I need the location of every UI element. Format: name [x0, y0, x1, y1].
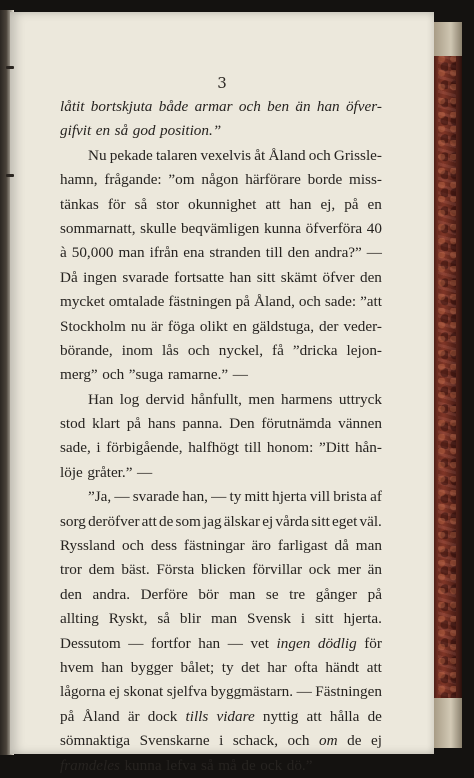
word: borde [307, 171, 343, 189]
word: mer [337, 561, 361, 579]
word: Svenskarne [139, 732, 210, 750]
word: han [316, 98, 340, 115]
word: den [60, 585, 82, 603]
word: byggmästarn. [210, 683, 294, 701]
word: se [265, 585, 279, 603]
word: omtalade [108, 293, 165, 311]
word: bålet; [180, 658, 215, 676]
word: 40 [366, 219, 382, 237]
word: hånfullt, [190, 390, 242, 408]
word: log [119, 390, 140, 408]
word: kunna [263, 219, 302, 237]
word: ”suga [128, 366, 164, 384]
word: förutnämda [261, 415, 332, 433]
word: Svensk [247, 610, 291, 628]
marbled-cover-edge [434, 22, 462, 748]
word: Åland, [253, 293, 295, 311]
word: ”Ditt [318, 439, 350, 457]
text-line [60, 607, 382, 631]
word: nu [130, 317, 147, 335]
word: skämt [280, 268, 318, 286]
word: öfverföra [305, 219, 363, 237]
word: dervid [145, 390, 185, 408]
word: älskar [223, 512, 261, 530]
word: en [367, 195, 382, 213]
word: fästningar [183, 537, 245, 555]
word: få [272, 341, 284, 359]
word: på [60, 707, 75, 725]
word: han, [182, 488, 208, 506]
word: framdeles [60, 756, 120, 774]
word: — [227, 634, 243, 652]
word: Ryssland [60, 537, 116, 555]
word: väl. [359, 512, 382, 530]
word: på [235, 293, 250, 311]
word: sitt [311, 512, 330, 530]
word: Derföre [140, 585, 188, 603]
word: kunna [124, 756, 162, 774]
text-line [60, 680, 382, 704]
word: härförare [245, 171, 301, 189]
word: talaren [155, 146, 198, 164]
text-line [60, 485, 382, 509]
text-line [60, 461, 382, 485]
word: deröfver [88, 512, 140, 530]
word: beqvämligen [180, 219, 260, 237]
text-line [60, 388, 382, 412]
word: gånger [315, 585, 358, 603]
word: tror [60, 561, 82, 579]
word: — [137, 463, 153, 481]
word: är [151, 317, 163, 335]
word: ock [260, 756, 283, 774]
word: då [334, 537, 349, 555]
word: nyckel, [218, 341, 264, 359]
word: okunnighet [187, 195, 257, 213]
word: han [198, 634, 221, 652]
word: — [232, 366, 248, 384]
word: farligast [277, 537, 328, 555]
word: man [355, 537, 382, 555]
word: Grissle- [333, 146, 382, 164]
word: veder- [343, 317, 382, 335]
word: för [364, 634, 382, 652]
word: dess [150, 537, 177, 555]
text-line [60, 705, 382, 729]
text-line [60, 754, 382, 778]
word: sommarnatt, [60, 219, 136, 237]
word: må [218, 756, 237, 774]
word: — [211, 488, 227, 506]
word: än [367, 561, 382, 579]
word: låtit [60, 98, 85, 115]
word: Nu [88, 146, 107, 164]
text-line [60, 510, 382, 534]
text-line [60, 290, 382, 314]
word: vidare [216, 707, 255, 725]
word: schack, [232, 732, 278, 750]
text-line [60, 168, 382, 192]
word: hjerta [272, 488, 307, 506]
word: tre [289, 585, 306, 603]
word: Den [229, 415, 255, 433]
word: miss- [349, 171, 382, 189]
word: och [287, 732, 310, 750]
word: Åland [268, 146, 306, 164]
word: vexelvis [200, 146, 252, 164]
word: dem [88, 561, 115, 579]
word: hån- [354, 439, 382, 457]
text-line [60, 412, 382, 436]
word: 50,000 [71, 244, 114, 262]
word: pekade [109, 146, 153, 164]
word: andra?” [314, 244, 362, 262]
word: merg” [60, 366, 98, 384]
text-line [60, 119, 382, 143]
word: Dessutom [60, 634, 121, 652]
text-line [60, 315, 382, 339]
word: i [300, 610, 306, 628]
word: dödlig [317, 634, 357, 652]
word: gäldstuga, [252, 317, 315, 335]
word: svarade [132, 488, 180, 506]
word: andra. [92, 585, 131, 603]
word: skonat [123, 683, 164, 701]
word: fortfor [151, 634, 191, 652]
word: af [370, 488, 382, 506]
word: men [248, 390, 275, 408]
word: ”om [168, 171, 195, 189]
word: öfver- [345, 98, 382, 115]
word: hamn, [60, 171, 98, 189]
word: och [298, 293, 321, 311]
word: de [367, 707, 382, 725]
word: sade: [324, 293, 357, 311]
word: till [244, 439, 262, 457]
word: ty [229, 488, 242, 506]
cover-corner-bottom [434, 698, 462, 748]
word: bortskjuta [90, 98, 153, 115]
word: de [347, 732, 362, 750]
word: föga [167, 317, 195, 335]
word: allting [60, 610, 99, 628]
word: i [96, 439, 101, 457]
word: lejon- [346, 341, 382, 359]
word: en [95, 122, 111, 140]
word: så [134, 195, 148, 213]
text-line [60, 95, 382, 119]
word: brista [333, 488, 368, 506]
word: stranden [209, 244, 261, 262]
word: för [107, 195, 126, 213]
text-line [60, 339, 382, 363]
text-line [60, 632, 382, 656]
word: ej [370, 732, 382, 750]
word: dock [147, 707, 178, 725]
word: man [210, 610, 238, 628]
word: Ryskt, [108, 610, 148, 628]
word: att [141, 512, 157, 530]
text-line [60, 583, 382, 607]
text-line [60, 436, 382, 460]
word: Fästningen [315, 683, 382, 701]
word: der [319, 317, 339, 335]
word: panna. [182, 415, 223, 433]
word: Stockholm [60, 317, 126, 335]
word: han [229, 268, 252, 286]
word: Då [60, 268, 78, 286]
word: klart [92, 415, 120, 433]
word: position.” [160, 122, 222, 140]
word: sade, [60, 439, 91, 457]
word: vet [250, 634, 269, 652]
word: åt [254, 146, 266, 164]
word: som [175, 512, 201, 530]
word: blir [179, 610, 202, 628]
word: de [241, 756, 256, 774]
word: på [344, 195, 359, 213]
word: — [366, 244, 382, 262]
gutter-mark [6, 174, 14, 177]
word: nyttig [262, 707, 299, 725]
word: att [366, 658, 382, 676]
gutter-mark [6, 66, 14, 69]
word: tänkas [60, 195, 99, 213]
word: äro [251, 537, 271, 555]
word: händt [325, 658, 360, 676]
word: vännen [338, 415, 382, 433]
word: bygger [130, 658, 173, 676]
word: Åland [82, 707, 120, 725]
word: han [289, 195, 312, 213]
word: ben [267, 98, 290, 115]
word: har [267, 658, 287, 676]
word: börande, [60, 341, 113, 359]
word: mycket [60, 293, 105, 311]
word: till [265, 244, 283, 262]
word: han [101, 658, 124, 676]
word: ena [183, 244, 205, 262]
word: ty [221, 658, 234, 676]
word: en [232, 317, 248, 335]
word: ej, [320, 195, 336, 213]
word: och [187, 341, 210, 359]
word: ifrån [149, 244, 179, 262]
text-line [60, 534, 382, 558]
word: bör [198, 585, 219, 603]
word: än [295, 98, 311, 115]
word: den [287, 244, 310, 262]
word: svarade [122, 268, 169, 286]
word: armar [194, 98, 233, 115]
word: blicken [200, 561, 246, 579]
text-line [60, 241, 382, 265]
word: ej [262, 512, 274, 530]
word: hans [147, 415, 176, 433]
word: förbigående, [106, 439, 183, 457]
word: mitt [244, 488, 269, 506]
word: de [159, 512, 174, 530]
word: inom [121, 341, 153, 359]
word: à [60, 244, 67, 262]
word: i [219, 732, 224, 750]
word: lågorna [60, 683, 106, 701]
word: och [308, 146, 331, 164]
word: ofta [294, 658, 318, 676]
word: — [128, 634, 144, 652]
word: förvillar [252, 561, 303, 579]
word: man [229, 585, 256, 603]
word: sitt [315, 610, 334, 628]
page-number: 3 [217, 74, 227, 92]
word: god [132, 122, 156, 140]
text-line [60, 193, 382, 217]
word: hjerta. [343, 610, 382, 628]
text-line [60, 266, 382, 290]
word: Han [88, 390, 114, 408]
word: att [306, 707, 322, 725]
word: hålla [329, 707, 360, 725]
word: löje [60, 463, 83, 481]
word: om [319, 732, 338, 750]
word: stor [156, 195, 179, 213]
word: så [157, 610, 170, 628]
word: den [359, 268, 382, 286]
word: stod [60, 415, 86, 433]
word: att [265, 195, 281, 213]
word: ”dricka [292, 341, 338, 359]
word: ingen [83, 268, 117, 286]
word: och [238, 98, 261, 115]
body-text [60, 95, 382, 778]
word: ock [308, 561, 331, 579]
word: på [367, 585, 382, 603]
word: sorg [60, 512, 86, 530]
word: harmens [281, 390, 333, 408]
word: det [241, 658, 260, 676]
word: lås [161, 341, 179, 359]
word: ”Ja, [88, 488, 112, 506]
word: så [114, 122, 129, 140]
text-line [60, 363, 382, 387]
word: och [102, 366, 125, 384]
word: honom: [266, 439, 314, 457]
text-line [60, 558, 382, 582]
word: man [118, 244, 145, 262]
word: så [201, 756, 214, 774]
word: sitt [256, 268, 276, 286]
word: lefva [166, 756, 197, 774]
word: dö.” [286, 756, 313, 774]
word: uttryck [338, 390, 382, 408]
text-line [60, 217, 382, 241]
word: gråter.” [87, 463, 133, 481]
word: halfhögt [188, 439, 239, 457]
word: olikt [199, 317, 228, 335]
word: tills [185, 707, 209, 725]
word: sömnaktiga [60, 732, 131, 750]
word: och [122, 537, 144, 555]
word: skulle [140, 219, 177, 237]
word: bäst. [121, 561, 150, 579]
cover-corner-top [434, 22, 462, 56]
word: gifvit [60, 122, 92, 140]
word: jag [203, 512, 222, 530]
word: på [126, 415, 142, 433]
word: öfver [322, 268, 355, 286]
text-line [60, 144, 382, 168]
word: ramarne.” [167, 366, 229, 384]
word: fästningen [168, 293, 232, 311]
word: eget [332, 512, 358, 530]
word: hvem [60, 658, 94, 676]
word: ingen [276, 634, 311, 652]
text-line [60, 729, 382, 753]
word: någon [201, 171, 239, 189]
word: — [296, 683, 312, 701]
word: är [127, 707, 140, 725]
word: Första [156, 561, 195, 579]
text-line [60, 656, 382, 680]
word: ”att [360, 293, 382, 311]
word: både [158, 98, 189, 115]
word: ej [109, 683, 121, 701]
word: fortsatte [174, 268, 224, 286]
word: — [114, 488, 130, 506]
word: frågande: [104, 171, 162, 189]
word: vårda [275, 512, 310, 530]
word: sjelfva [166, 683, 208, 701]
word: vill [309, 488, 331, 506]
